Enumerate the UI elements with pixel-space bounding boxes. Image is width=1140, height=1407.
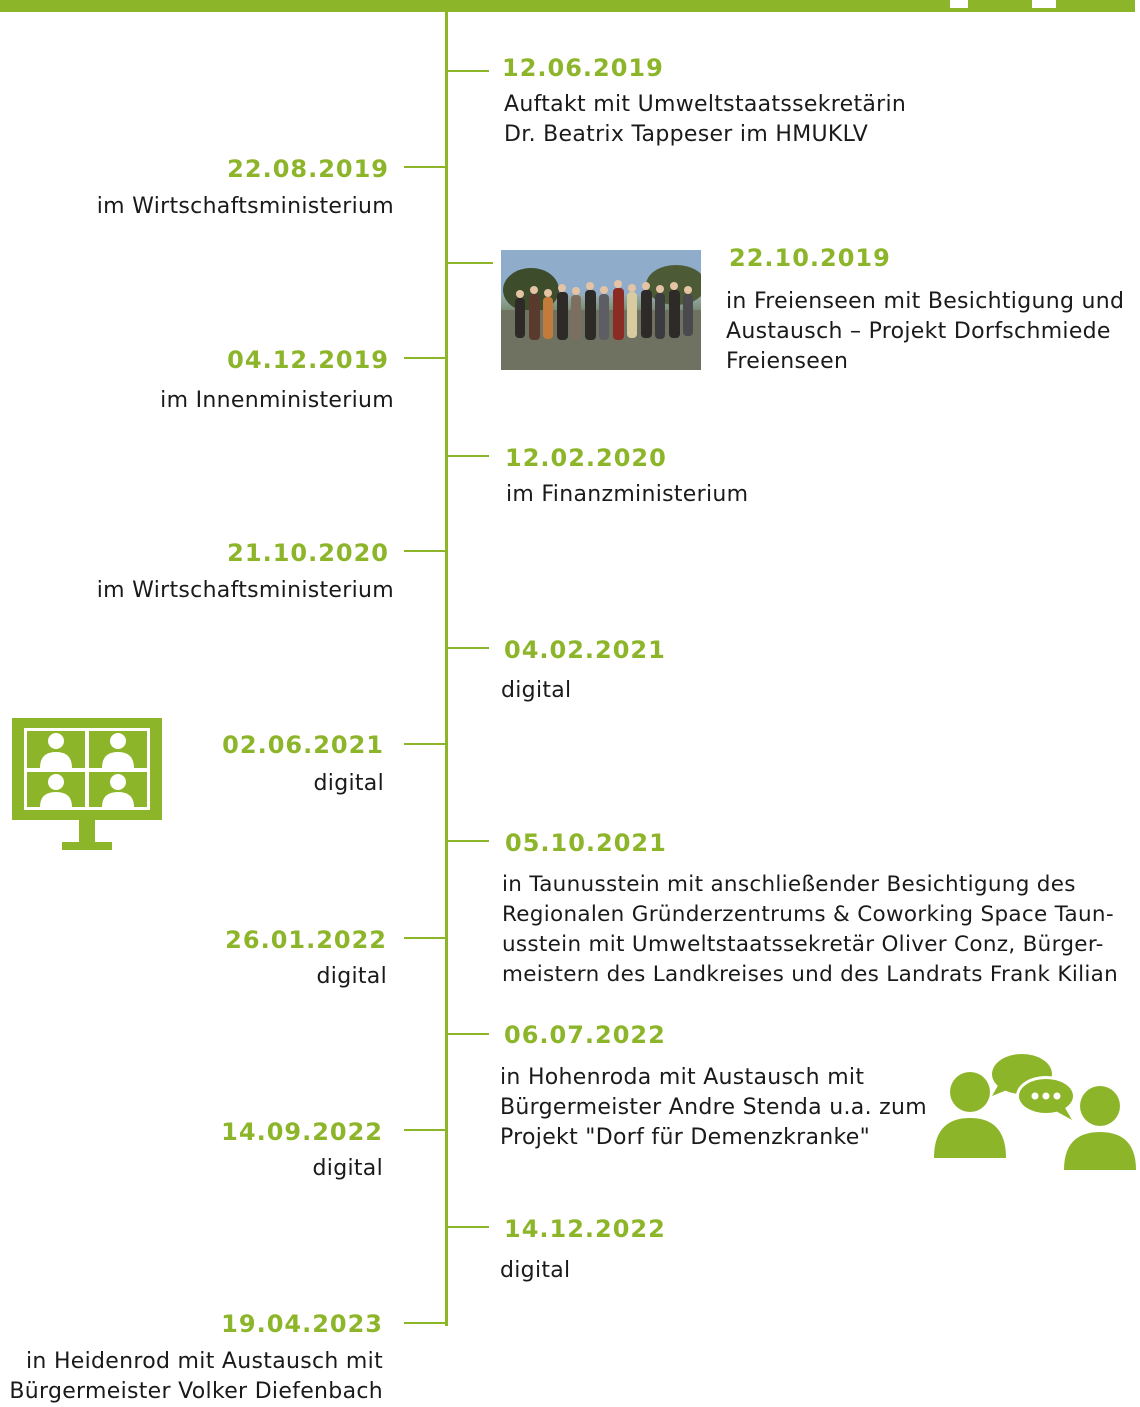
video-conference-monitor-icon xyxy=(10,716,164,856)
entry-date: 02.06.2021 xyxy=(222,731,384,759)
description-line: digital xyxy=(501,678,572,703)
description-line: Projekt "Dorf für Demenzkranke" xyxy=(500,1125,870,1150)
description-line: digital xyxy=(312,1156,383,1181)
entry-description xyxy=(97,192,394,222)
timeline-tick xyxy=(404,357,446,359)
description-line: Freienseen xyxy=(726,349,849,374)
entry-description xyxy=(313,1154,383,1184)
entry-description xyxy=(502,870,1118,990)
entry-date: 14.12.2022 xyxy=(504,1215,666,1243)
entry-description xyxy=(314,769,384,799)
entry-date: 22.08.2019 xyxy=(227,155,389,183)
people-chat-icon xyxy=(932,1050,1138,1176)
description-line: digital xyxy=(313,771,384,796)
description-line: Bürgermeister Andre Stenda u.a. zum xyxy=(500,1095,927,1120)
entry-description xyxy=(97,576,394,606)
description-line: Austausch – Projekt Dorfschmiede xyxy=(726,319,1111,344)
entry-description xyxy=(506,480,748,510)
entry-date: 22.10.2019 xyxy=(729,244,891,272)
description-line: im Wirtschaftsministerium xyxy=(96,194,394,219)
description-line: in Freienseen mit Besichtigung und xyxy=(726,289,1125,314)
entry-description xyxy=(504,90,906,150)
description-line: im Wirtschaftsministerium xyxy=(96,578,394,603)
entry-description xyxy=(317,962,387,992)
group-photo xyxy=(501,250,701,370)
timeline-tick xyxy=(447,455,489,457)
entry-date: 19.04.2023 xyxy=(221,1310,383,1338)
timeline-tick xyxy=(404,1322,446,1324)
top-bar-notch xyxy=(1032,0,1056,8)
description-line: in Hohenroda mit Austausch mit xyxy=(500,1065,865,1090)
entry-date: 14.09.2022 xyxy=(221,1118,383,1146)
entry-description xyxy=(501,676,571,706)
entry-date: 26.01.2022 xyxy=(225,926,387,954)
entry-date: 06.07.2022 xyxy=(504,1021,666,1049)
description-line: im Innenministerium xyxy=(160,388,394,413)
entry-description xyxy=(500,1256,570,1286)
description-line: Bürgermeister Volker Diefenbach xyxy=(9,1379,383,1404)
entry-date: 04.02.2021 xyxy=(504,636,666,664)
entry-description xyxy=(726,287,1124,377)
timeline-tick xyxy=(404,1129,446,1131)
timeline-tick xyxy=(404,550,446,552)
timeline-tick xyxy=(447,1226,489,1228)
entry-date: 21.10.2020 xyxy=(227,539,389,567)
entry-description xyxy=(9,1347,383,1407)
description-line: digital xyxy=(316,964,387,989)
description-line: in Heidenrod mit Austausch mit xyxy=(26,1349,383,1374)
timeline-tick xyxy=(447,1033,489,1035)
description-line: Dr. Beatrix Tappeser im HMUKLV xyxy=(504,122,869,147)
entry-description xyxy=(160,386,394,416)
timeline-tick xyxy=(447,840,489,842)
timeline-tick xyxy=(404,937,446,939)
description-line: meistern des Landkreises und des Landrats Frank Kilian xyxy=(502,962,1119,987)
description-line: digital xyxy=(500,1258,571,1283)
top-bar-notch xyxy=(950,0,968,8)
description-line: in Taunusstein mit anschließender Besichtigung des xyxy=(502,872,1076,897)
entry-description xyxy=(500,1063,927,1153)
timeline-tick xyxy=(447,262,493,264)
entry-date: 04.12.2019 xyxy=(227,346,389,374)
entry-date: 12.06.2019 xyxy=(502,54,664,82)
timeline-tick xyxy=(447,647,489,649)
entry-date: 12.02.2020 xyxy=(505,444,667,472)
timeline-tick xyxy=(447,70,489,72)
entry-date: 05.10.2021 xyxy=(505,829,667,857)
timeline-tick xyxy=(404,166,446,168)
description-line: im Finanzministerium xyxy=(506,482,749,507)
timeline-tick xyxy=(404,743,446,745)
description-line: Auftakt mit Umweltstaatssekretärin xyxy=(504,92,907,117)
description-line: usstein mit Umweltstaatssekretär Oliver Conz, Bürger- xyxy=(502,932,1104,957)
description-line: Regionalen Gründerzentrums & Coworking Space Taun- xyxy=(502,902,1114,927)
